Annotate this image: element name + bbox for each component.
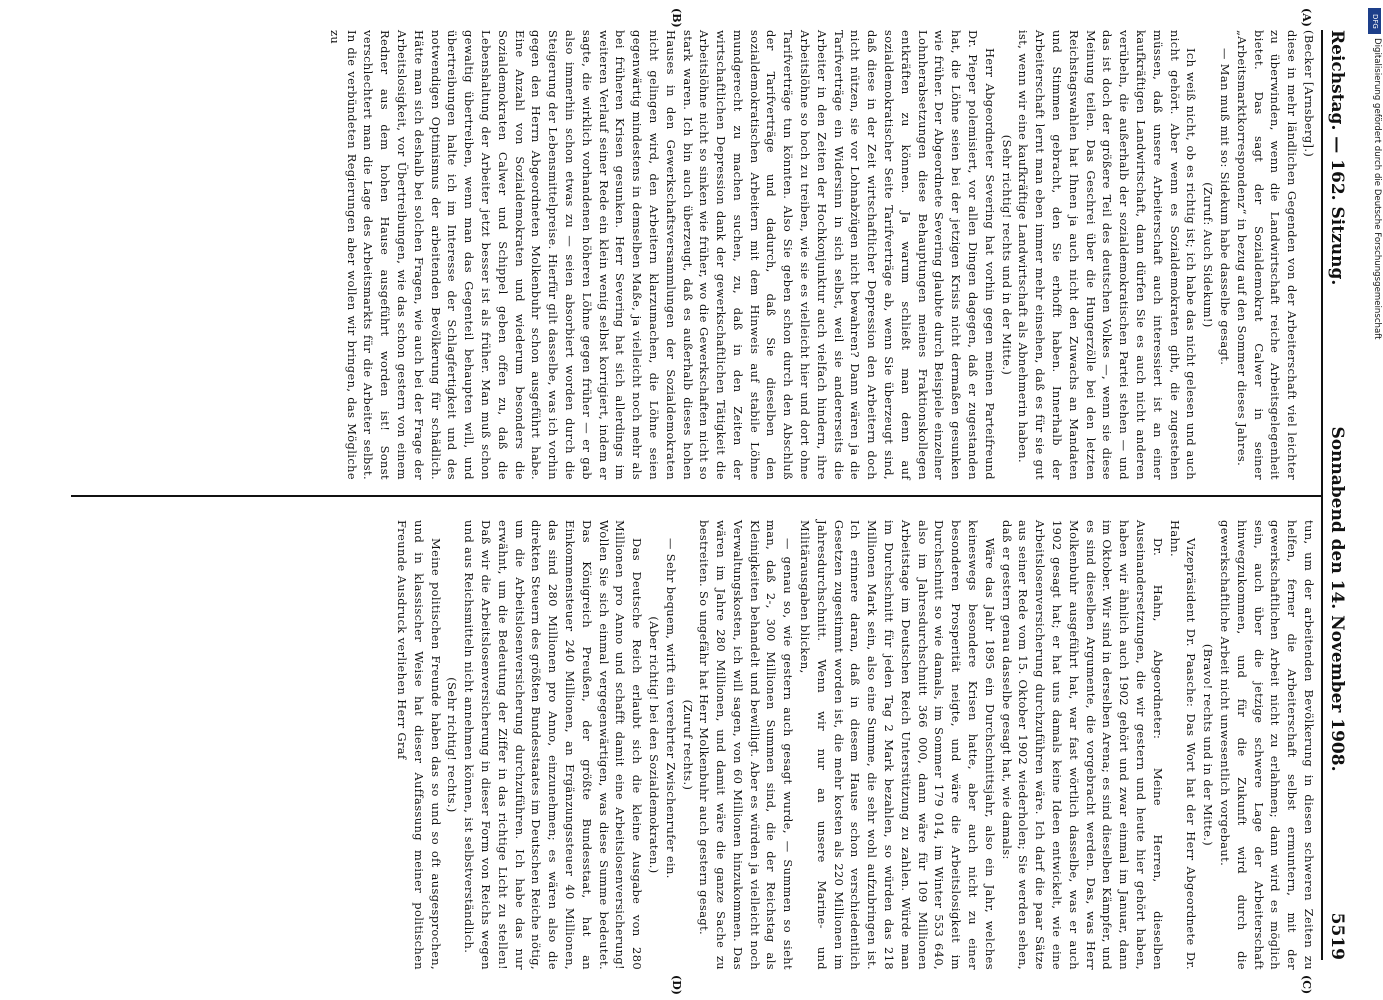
right-column-paragraph: tun, um der arbeitenden Bevölkerung in diesen schweren Zeiten zu helfen, ferner die Arbeiterschaft selbst ermuntern, mit der gewerkschaftlichen Arbeit nicht zu erlahmen; dann wird es möglich sein, auch über die jetzige schwere Lage der Arbeiterschaft hinwegzukommen, und für die Zukunft wird durch die gewerkschaftliche Arbeit nicht unwesentlich vorgebaut.: [1218, 520, 1316, 970]
right-column-paragraph: — Sehr bequem, wirft ein verehrter Zwischenrufer ein.: [663, 538, 678, 879]
margin-marker-b: (B): [670, 8, 683, 28]
margin-marker-d: (D): [670, 975, 683, 995]
page-header: [1321, 30, 1361, 960]
page-number: 5519: [1327, 912, 1347, 960]
left-column-paragraph: diese in mehr ländlichen Gegenden von der Arbeiterschaft viel leichter zu überwinden, wenn die Landwirtschaft reiche Arbeitsgelegenheit bietet. Das sagt der Sozialdemokrat Calwer in seiner „Arbeitsmarktkorrespondenz“ in bezug auf den Sommer dieses Jahres.: [1234, 30, 1300, 480]
digitization-credit: Digitalisierung gefördert durch die Deutsche Forschungsgemeinschaft: [1372, 38, 1382, 340]
right-column-paragraph: Meine politischen Freunde haben das so und so oft ausgesprochen, und in klassischer Weise hat dieser Auffassung meiner politischen Freunde Ausdruck verliehen Herr Graf: [394, 520, 443, 970]
right-column-paragraph: Wäre das Jahr 1895 ein Durchschnittsjahr, also ein Jahr, welches keineswegs besondere Krisen hatte, aber auch nicht zu einer besonderen Prosperität neigte, und wäre die Arbeitslosigkeit im Durchschnitt so wie damals, im Sommer 179 014, im Winter 553 640, also im Jahresdurchschnitt 366 000, dann wäre für 109 Millionen Arbeitstage im Deutschen Reich Unterstützung zu zahlen. Würde man im Durchschnitt für jeden Tag 2 Mark bezahlen, so würden das 218 Millionen Mark sein, also eine Summe, die sehr wohl aufzubringen ist. Ich erinnere daran, daß in diesem Hause schon verschiedentlich Gesetzen zugestimmt worden ist, die mehr kosten als 220 Millionen im Jahresdurchschnitt. Wenn wir nur an unsere Marine- und Militärausgaben blicken,: [798, 520, 997, 970]
right-column-paragraph: Das Deutsche Reich erlaubt sich die kleine Ausgabe von 280 Millionen pro Anno und schafft damit eine Arbeitslosenversicherung! Wollen Sie sich einmal vergegenwärtigen, was diese Summe bedeutet. Das Königreich Preußen, der größte Bundesstaat, hat an Einkommensteuer 240 Millionen, an Ergänzungssteuer 40 Millionen, das sind 280 Millionen pro Anno, einzunehmen; es wären also die direkten Steuern des größten Bundesstaates im Deutschen Reiche nötig, um die Arbeitslosenversicherung durchzuführen. Ich habe das nur erwähnt, um die Bedeutung der Ziffer in das richtige Licht zu stellen! Daß wir die Arbeitslosenversicherung in dieser Form von Reichs wegen und aus Reichsmitteln nicht annehmen können, ist selbstverständlich.: [462, 520, 645, 970]
left-column-paragraph: (Becker [Arnsberg].): [1302, 30, 1316, 158]
right-column-paragraph: — genau so, wie gestern auch gesagt wurde, — Summen so sieht man, daß 2-, 300 Millionen Summen sind, die der Reichstag als Kleinigkeiten behandelt und bewilligt. Aber es würden ja vielleicht noch Verwaltungskosten, ich will sagen, von 60 Millionen hinzukommen. Das wären im Jahre 280 Millionen, und damit wäre die ganze Sache zu bestreiten. So ungefähr hat Herr Molkenbuhr auch gestern gesagt.: [697, 520, 796, 970]
left-column-paragraph: — Man muß mit so: Sidekum habe dasselbe gesagt.: [1218, 48, 1233, 366]
right-column-paragraph: Vizepräsident Dr. Paasche: Das Wort hat der Herr Abgeordnete Dr. Hahn.: [1167, 520, 1199, 970]
left-column-paragraph: (Sehr richtig! rechts und in der Mitte.): [999, 134, 1014, 376]
column-divider: [71, 495, 1321, 497]
right-column-paragraph: (Aber richtig! bei den Sozialdemokraten.): [646, 616, 661, 874]
margin-marker-c: (C): [1300, 975, 1313, 995]
margin-marker-a: (A): [1300, 8, 1313, 27]
right-column: [393, 520, 1317, 970]
right-column-paragraph: (Bravo! rechts und in der Mitte.): [1201, 643, 1216, 847]
right-column-paragraph: (Sehr richtig! rechts.): [445, 677, 460, 813]
header-date: Sonnabend den 14. November 1908.: [1327, 426, 1347, 772]
left-column-paragraph: Herr Abgeordneter Severing hat vorhin gegen meinen Parteifreund Dr. Pieper polemisiert, vor allen Dingen dagegen, daß er zugestanden hat, die Löhne seien bei der jetzigen Krisis nicht dermaßen gesunken wie früher. Der Abgeordnete Severing glaubte durch Beispiele einzelner Lohnherabsetzungen diese Behauptungen meines Fraktionskollegen entkräften zu können. Ja warum schließt man denn auf sozialdemokratischer Seite Tarifverträge ab, wenn Sie überzeugt sind, daß diese in der Zeit wirtschaftlicher Depression den Arbeitern doch nicht nützen, sie vor Lohnabzügen nicht bewahren? Dann wären ja die Tarifverträge ein Widersinn in sich selbst, weil sie andererseits die Arbeiter in den Zeiten der Hochkonjunktur auch vielfach hindern, ihre Arbeitslöhne so hoch zu treiben, wie sie es vielleicht hier und dort ohne Tarifverträge tun könnten. Also Sie geben schon durch den Abschluß der Tarifverträge und dadurch, daß Sie dieselben den sozialdemokratischen Arbeitern mit dem Hinweis auf stabile Löhne mundgerecht zu machen suchen, zu, daß in den Zeiten der wirtschaftlichen Depression dank der gewerkschaftlichen Tätigkeit die Arbeitslöhne nicht so sinken wie früher, wo die Gewerkschaften nicht so stark waren. Ich bin auch überzeugt, daß es außerhalb dieses hohen Hauses in den Gewerkschaftsversammlungen der Sozialdemokraten nicht gelingen wird, den Arbeitern klarzumachen, die Löhne seien gegenwärtig mindestens in demselben Maße, ja vielleicht noch mehr als bei früheren Krisen gesunken. Herr Severing hat sich allerdings im weiteren Verlauf seiner Rede ein klein wenig selbst korrigiert, indem er sagte, die wirklich vorhandenen höheren Löhne gegen früher — er gab also immerhin schon etwas zu — seien absorbiert worden durch die Steigerung der Lebensmittelpreise. Hierfür gilt dasselbe, was ich vorhin gegen den Herrn Abgeordneten Molkenbuhr schon ausgeführt habe. Eine Anzahl von Sozialdemokraten und wiederum besonders die Sozialdemokraten Calwer und Schippel geben offen zu, daß die Lebenshaltung der Arbeiter jetzt besser ist als früher. Man muß schon gewaltig übertreiben, wenn man das Gegenteil behaupten will, und übertreibungen halte ich im Interesse der Schlagfertigkeit und des notwendigen Optimismus der arbeitenden Bevölkerung für schädlich. Hätte man sich deshalb bei solchen Fragen, wie auch bei der Frage der Arbeitslosigkeit, vor Übertreibungen, wie das schon gestern von einem Redner aus dem hohen Hause ausgeführt worden ist! Sonst verschlechtert man die Lage des Arbeitsmarkts für die Arbeiter selbst. In die verbündeten Regierungen aber wollen wir bringen, das Mögliche zu: [327, 30, 997, 480]
right-column-paragraph: Dr. Hahn, Abgeordneter: Meine Herren, dieselben Auseinandersetzungen, die wir gestern und heute hier gehört haben, haben wir ähnlich auch 1902 gehört und zwar einmal im Januar, dann im Oktober. Wir sind in derselben Arena; es sind dieselben Kämpfer, und es sind dieselben Argumente, die vorgebracht werden. Das, was Herr Molkenbuhr ausgeführt hat, war fast wörtlich dasselbe, was er auch 1902 gesagt hat; er hat uns damals keine Ideen entwickelt, wie eine Arbeitslosenversicherung durchzuführen wäre. Ich darf die paar Sätze aus seiner Rede vom 15. Oktober 1902 wiederholen; Sie werden sehen, daß er gestern genau dasselbe gesagt hat, wie damals:: [999, 520, 1165, 970]
left-column-paragraph: (Zuruf: Auch Sidekum!): [1201, 182, 1216, 328]
left-column-paragraph: Ich weiß nicht, ob es richtig ist; ich habe das nicht gelesen und auch nicht gehört. Aber wenn es Sozialdemokraten gibt, die zugestehen müssen, daß unsere Arbeiterschaft auch interessiert ist an einer kaufkräftigen Landwirtschaft, dann dürfen Sie es auch nicht anderen verübeln, die außerhalb der sozialdemokratischen Partei stehen — und das ist doch der größere Teil des deutschen Volkes —, wenn sie diese Meinung teilen. Das Geschrei über die Hungerzölle bei den letzten Reichstagswahlen hat Ihnen ja auch nicht den Zuwachs an Mandaten und Stimmen gebracht, den Sie erhofft haben. Innerhalb der Arbeiterschaft lernt man eben immer mehr einsehen, daß es für sie gut ist, wenn wir eine kaufkräftige Landwirtschaft als Abnehmerin haben.: [1016, 30, 1199, 480]
header-left: Reichstag. — 162. Sitzung.: [1327, 30, 1347, 286]
dfg-logo: DFG: [1368, 8, 1381, 34]
right-column-paragraph: (Zuruf rechts.): [680, 699, 695, 791]
left-column: [326, 30, 1317, 480]
